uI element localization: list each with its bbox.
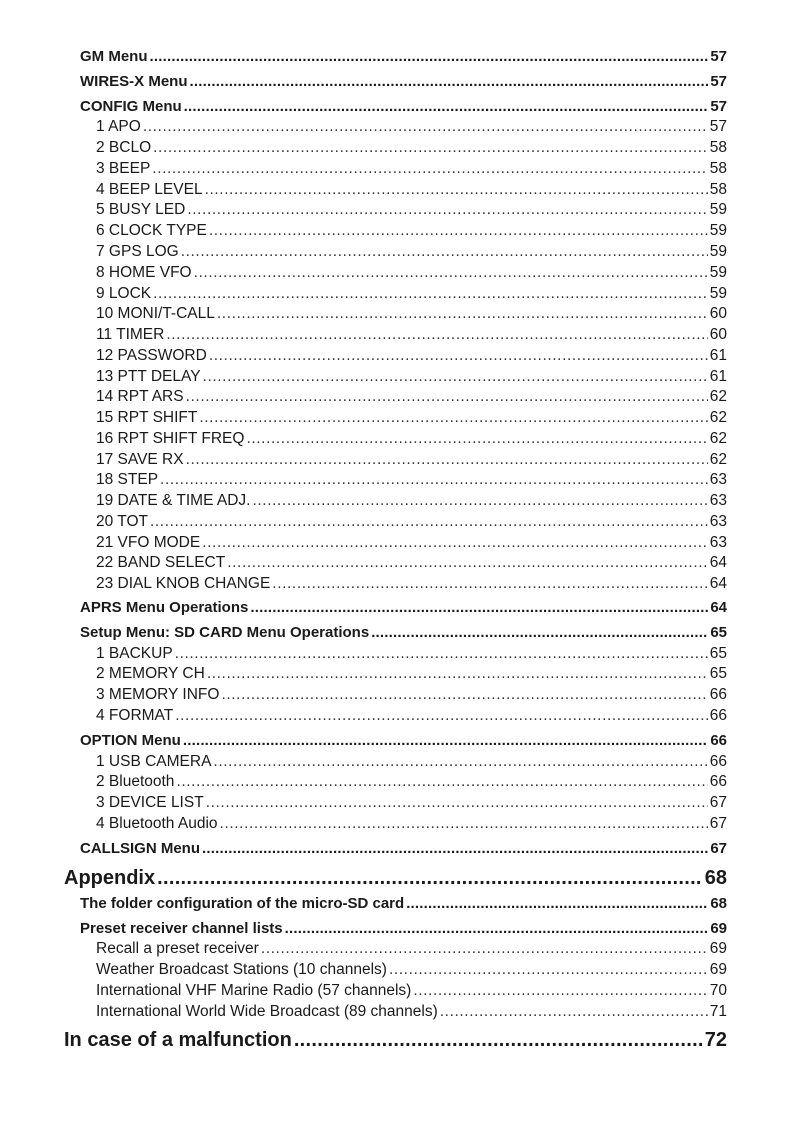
dot-leader [205,180,708,200]
toc-entry-title: OPTION Menu [80,732,181,749]
toc-entry-title: 18 STEP [96,471,159,488]
toc-entry[interactable] [96,159,727,179]
toc-entry-title: 1 USB CAMERA [96,753,212,770]
toc-entry-page: 64 [709,554,727,571]
toc-entry-title: 16 RPT SHIFT FREQ [96,430,245,447]
toc-entry-title: 8 HOME VFO [96,264,192,281]
toc-entry-page: 66 [709,707,727,724]
dot-leader [153,138,708,158]
dot-leader [186,450,708,470]
toc-entry-title: 4 BEEP LEVEL [96,181,203,198]
toc-entry-title: 20 TOT [96,513,148,530]
toc-entry-title: 15 RPT SHIFT [96,409,198,426]
toc-entry[interactable] [96,793,727,813]
toc-entry-page: 58 [709,181,727,198]
toc-entry-title: CONFIG Menu [80,98,182,115]
toc-entry[interactable] [96,644,727,664]
toc-entry-page: 72 [704,1029,727,1051]
toc-entry-title: 5 BUSY LED [96,201,186,218]
toc-entry[interactable] [96,772,727,792]
dot-leader [166,325,707,345]
dot-leader [221,685,707,705]
toc-entry-title: Recall a preset receiver [96,940,259,957]
toc-entry-page: 69 [709,940,727,957]
toc-entry-title: 19 DATE & TIME ADJ. [96,492,251,509]
toc-entry-title: 3 BEEP [96,160,151,177]
toc-entry-title: CALLSIGN Menu [80,840,200,857]
toc-entry-title: 9 LOCK [96,285,152,302]
toc-entry-title: 22 BAND SELECT [96,554,226,571]
toc-entry-page: 57 [710,98,727,115]
toc-entry[interactable] [96,1002,727,1022]
toc-entry-title: 23 DIAL KNOB CHANGE [96,575,271,592]
dot-leader [285,919,709,939]
toc-entry[interactable] [96,221,727,241]
dot-leader [252,491,707,511]
toc-entry[interactable] [96,981,727,1001]
toc-entry-page: 62 [709,409,727,426]
toc-entry[interactable] [96,752,727,772]
toc-entry-title: GM Menu [80,48,148,65]
toc-entry-title: 3 MEMORY INFO [96,686,220,703]
toc-entry-title: 1 APO [96,118,141,135]
toc-entry[interactable] [96,325,727,345]
toc-entry-page: 59 [709,201,727,218]
toc-entry-title: 13 PTT DELAY [96,368,201,385]
dot-leader [202,533,708,553]
toc-entry-title: In case of a malfunction [64,1029,292,1051]
toc-entry[interactable] [96,346,727,366]
toc-entry-page: 62 [709,430,727,447]
toc-entry[interactable] [96,304,727,324]
dot-leader [406,894,708,914]
toc-entry[interactable] [80,839,727,859]
dot-leader [143,117,708,137]
toc-entry-title: 2 Bluetooth [96,773,175,790]
toc-entry[interactable] [64,1028,727,1052]
dot-leader [150,512,708,532]
toc-entry[interactable] [96,470,727,490]
toc-entry[interactable] [80,47,727,67]
dot-leader [175,706,708,726]
toc-entry[interactable] [80,894,727,914]
dot-leader [272,574,707,594]
toc-entry[interactable] [96,263,727,283]
toc-entry-page: 71 [709,1003,727,1020]
dot-leader [371,623,708,643]
toc-entry-title: 3 DEVICE LIST [96,794,204,811]
toc-entry-page: 59 [709,285,727,302]
toc-entry[interactable] [96,408,727,428]
toc-entry-page: 59 [709,222,727,239]
toc-entry[interactable] [96,664,727,684]
dot-leader [202,839,708,859]
toc-entry-page: 63 [709,513,727,530]
toc-entry-title: 11 TIMER [96,326,165,343]
toc-entry-title: 4 Bluetooth Audio [96,815,218,832]
dot-leader [207,664,708,684]
toc-entry[interactable] [96,512,727,532]
toc-entry[interactable] [96,367,727,387]
toc-entry[interactable] [96,553,727,573]
dot-leader [190,72,709,92]
toc-entry[interactable] [96,939,727,959]
toc-entry-page: 68 [710,895,727,912]
dot-leader [209,221,708,241]
toc-entry-page: 62 [709,388,727,405]
dot-leader [250,598,708,618]
dot-leader [184,97,709,117]
dot-leader [176,772,707,792]
dot-leader [413,981,707,1001]
toc-entry-page: 58 [709,160,727,177]
toc-entry-page: 59 [709,243,727,260]
dot-leader [150,47,709,67]
toc-entry-page: 61 [709,368,727,385]
toc-entry-page: 61 [709,347,727,364]
toc-entry-title: 2 BCLO [96,139,152,156]
toc-entry-title: Setup Menu: SD CARD Menu Operations [80,624,370,641]
dot-leader [183,731,708,751]
toc-entry[interactable] [96,685,727,705]
dot-leader [199,408,707,428]
toc-entry-title: International VHF Marine Radio (57 channels) [96,982,412,999]
dot-leader [217,304,708,324]
toc-entry-page: 66 [710,732,727,749]
toc-entry-page: 66 [709,753,727,770]
dot-leader [187,200,707,220]
toc-entry[interactable] [80,919,727,939]
toc-entry-title: 4 FORMAT [96,707,174,724]
toc-entry[interactable] [96,429,727,449]
toc-entry-title: 1 BACKUP [96,645,173,662]
toc-entry[interactable] [96,814,727,834]
toc-entry[interactable] [96,138,727,158]
dot-leader [294,1028,703,1052]
toc-entry[interactable] [96,200,727,220]
toc-entry-title: 10 MONI/T-CALL [96,305,215,322]
toc-entry-page: 67 [710,840,727,857]
toc-entry[interactable] [64,866,727,890]
toc-entry-title: Appendix [64,867,156,889]
dot-leader [186,387,708,407]
dot-leader [152,159,707,179]
toc-entry-page: 63 [709,471,727,488]
toc-entry-title: Weather Broadcast Stations (10 channels) [96,961,387,978]
toc-entry-title: International World Wide Broadcast (89 channels) [96,1003,438,1020]
toc-entry-page: 70 [709,982,727,999]
toc-entry-title: 14 RPT ARS [96,388,184,405]
toc-entry-page: 64 [710,599,727,616]
toc-entry-page: 63 [709,534,727,551]
toc-entry-page: 65 [709,645,727,662]
toc-entry[interactable] [96,387,727,407]
dot-leader [227,553,708,573]
dot-leader [440,1002,708,1022]
dot-leader [181,242,708,262]
dot-leader [213,752,707,772]
toc-entry[interactable] [80,731,727,751]
dot-leader [389,960,708,980]
toc-entry-page: 60 [709,305,727,322]
toc-entry[interactable] [96,491,727,511]
toc-entry-page: 67 [709,815,727,832]
dot-leader [209,346,708,366]
toc-entry-page: 62 [709,451,727,468]
toc-entry-title: 17 SAVE RX [96,451,184,468]
toc-entry-page: 66 [709,686,727,703]
toc-entry-page: 66 [709,773,727,790]
dot-leader [160,470,708,490]
dot-leader [261,939,708,959]
toc-entry[interactable] [96,117,727,137]
toc-entry-title: 12 PASSWORD [96,347,207,364]
toc-entry-page: 65 [709,665,727,682]
dot-leader [203,367,708,387]
dot-leader [246,429,707,449]
toc-entry-page: 57 [710,73,727,90]
toc-entry[interactable] [96,960,727,980]
toc-entry[interactable] [96,533,727,553]
toc-entry-title: 6 CLOCK TYPE [96,222,207,239]
toc-entry-page: 67 [709,794,727,811]
toc-entry-page: 65 [710,624,727,641]
toc-entry-title: 7 GPS LOG [96,243,179,260]
toc-entry-title: APRS Menu Operations [80,599,249,616]
toc-entry-page: 69 [709,961,727,978]
dot-leader [175,644,708,664]
toc-entry-page: 63 [709,492,727,509]
dot-leader [206,793,708,813]
toc-entry-page: 59 [709,264,727,281]
toc-entry-page: 58 [709,139,727,156]
toc-entry[interactable] [80,598,727,618]
toc-entry-page: 64 [709,575,727,592]
toc-entry[interactable] [80,623,727,643]
toc-entry-title: WIRES-X Menu [80,73,188,90]
toc-entry-title: Preset receiver channel lists [80,920,283,937]
dot-leader [194,263,708,283]
dot-leader [220,814,708,834]
toc-entry[interactable] [80,72,727,92]
toc-entry-page: 57 [709,118,727,135]
toc-entry[interactable] [80,97,727,117]
dot-leader [157,866,703,890]
toc-entry[interactable] [96,706,727,726]
toc-entry[interactable] [96,450,727,470]
toc-entry-page: 60 [709,326,727,343]
toc-entry-title: 2 MEMORY CH [96,665,205,682]
toc-entry-page: 69 [710,920,727,937]
toc-entry[interactable] [96,242,727,262]
dot-leader [153,284,708,304]
toc-entry-title: 21 VFO MODE [96,534,201,551]
toc-entry[interactable] [96,180,727,200]
toc-entry[interactable] [96,574,727,594]
toc-entry-title: The folder configuration of the micro-SD card [80,895,405,912]
toc-entry-page: 68 [704,867,727,889]
toc-entry[interactable] [96,284,727,304]
toc-entry-page: 57 [710,48,727,65]
